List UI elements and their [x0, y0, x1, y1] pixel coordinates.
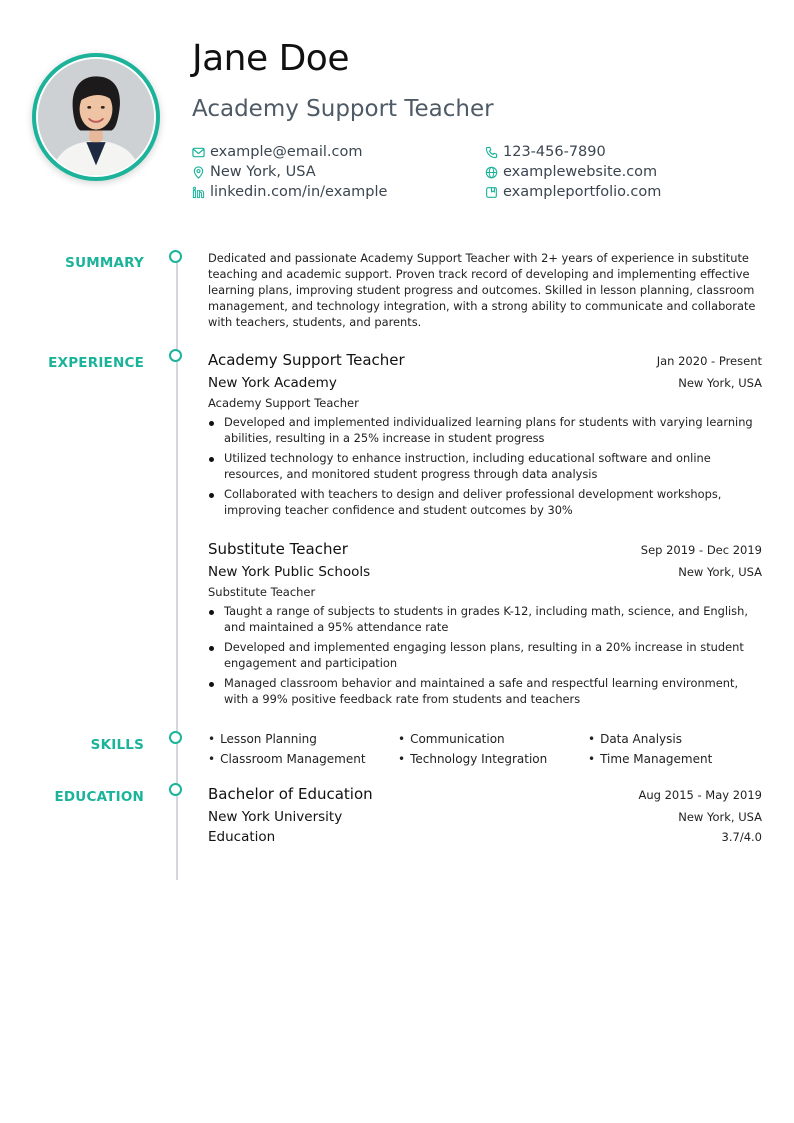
skill-item: • Classroom Management	[208, 751, 398, 767]
section-title-summary: SUMMARY	[65, 255, 144, 271]
section-title-skills: SKILLS	[90, 737, 144, 753]
contact-linkedin[interactable]	[192, 183, 387, 201]
experience-entry	[208, 351, 762, 522]
contact-location-text: New York, USA	[210, 164, 316, 180]
contact-location	[192, 163, 316, 181]
job-bullet: Utilized technology to enhance instruction, including educational software and online resources, and monitored student progress through data analysis	[208, 450, 762, 482]
job-bullets	[208, 603, 762, 707]
experience-entry	[208, 540, 762, 711]
contact-phone[interactable]	[485, 143, 606, 161]
job-bullet: Collaborated with teachers to design and deliver professional development workshops, improving teacher confidence and student outcomes by 30%	[208, 486, 762, 518]
phone-icon	[485, 146, 498, 159]
location-icon	[192, 166, 205, 179]
job-location: New York, USA	[678, 376, 762, 390]
profile-photo	[38, 59, 154, 175]
job-role: Academy Support Teacher	[208, 351, 405, 369]
job-dates: Sep 2019 - Dec 2019	[640, 543, 762, 557]
email-icon	[192, 146, 205, 159]
linkedin-icon	[192, 186, 205, 199]
education-gpa: 3.7/4.0	[721, 830, 762, 844]
skill-item: • Lesson Planning	[208, 731, 398, 747]
candidate-title: Academy Support Teacher	[192, 96, 494, 122]
timeline-dot-education	[169, 783, 182, 796]
job-company: New York Public Schools	[208, 564, 371, 580]
job-subtitle: Academy Support Teacher	[208, 396, 359, 410]
contact-website[interactable]	[485, 163, 657, 181]
job-location: New York, USA	[678, 565, 762, 579]
skill-item: • Communication	[398, 731, 588, 747]
contact-email-text: example@email.com	[210, 144, 363, 160]
education-field: Education	[208, 829, 276, 845]
contact-email[interactable]	[192, 143, 362, 161]
section-title-education: EDUCATION	[54, 789, 144, 805]
job-subtitle: Substitute Teacher	[208, 585, 316, 599]
job-dates: Jan 2020 - Present	[656, 354, 762, 368]
job-company: New York Academy	[208, 375, 337, 391]
summary-text: Dedicated and passionate Academy Support Teacher with 2+ years of experience in substitute teaching and academic support. Proven track record of developing and implementing effective learning plans, improving student progress and outcomes. Skilled in lesson planning, classroom management, and technology integration, with a strong ability to communicate and collaborate with teachers, students, and parents.	[208, 251, 756, 329]
globe-icon	[485, 166, 498, 179]
contact-website-text: examplewebsite.com	[503, 164, 658, 180]
candidate-name: Jane Doe	[192, 38, 349, 79]
job-bullet: Managed classroom behavior and maintained a safe and respectful learning environment, with a 99% positive feedback rate from students and teachers	[208, 675, 762, 707]
skill-item: • Technology Integration	[398, 751, 588, 767]
skills-list	[208, 731, 768, 767]
job-bullet: Taught a range of subjects to students in grades K-12, including math, science, and English, and maintained a 95% attendance rate	[208, 603, 762, 635]
portfolio-icon	[485, 186, 498, 199]
job-role: Substitute Teacher	[208, 540, 348, 558]
contact-linkedin-text: linkedin.com/in/example	[210, 184, 388, 200]
education-degree: Bachelor of Education	[208, 785, 373, 803]
education-entry	[208, 785, 762, 845]
education-location: New York, USA	[678, 810, 762, 824]
contact-phone-text: 123-456-7890	[503, 144, 606, 160]
education-school: New York University	[208, 809, 343, 825]
timeline-dot-experience	[169, 349, 182, 362]
job-bullets	[208, 414, 762, 518]
job-bullet: Developed and implemented individualized learning plans for students with varying learning abilities, resulting in a 25% increase in student progress	[208, 414, 762, 446]
job-bullet: Developed and implemented engaging lesson plans, resulting in a 20% increase in student engagement and participation	[208, 639, 762, 671]
timeline-dot-summary	[169, 250, 182, 263]
contact-portfolio-text: exampleportfolio.com	[503, 184, 662, 200]
contact-portfolio[interactable]	[485, 183, 661, 201]
skill-item: • Time Management	[588, 751, 768, 767]
profile-photo-frame	[32, 53, 160, 181]
skill-item: • Data Analysis	[588, 731, 768, 747]
section-title-experience: EXPERIENCE	[48, 355, 144, 371]
timeline-dot-skills	[169, 731, 182, 744]
profile-photo-image	[38, 59, 154, 175]
education-dates: Aug 2015 - May 2019	[638, 788, 762, 802]
